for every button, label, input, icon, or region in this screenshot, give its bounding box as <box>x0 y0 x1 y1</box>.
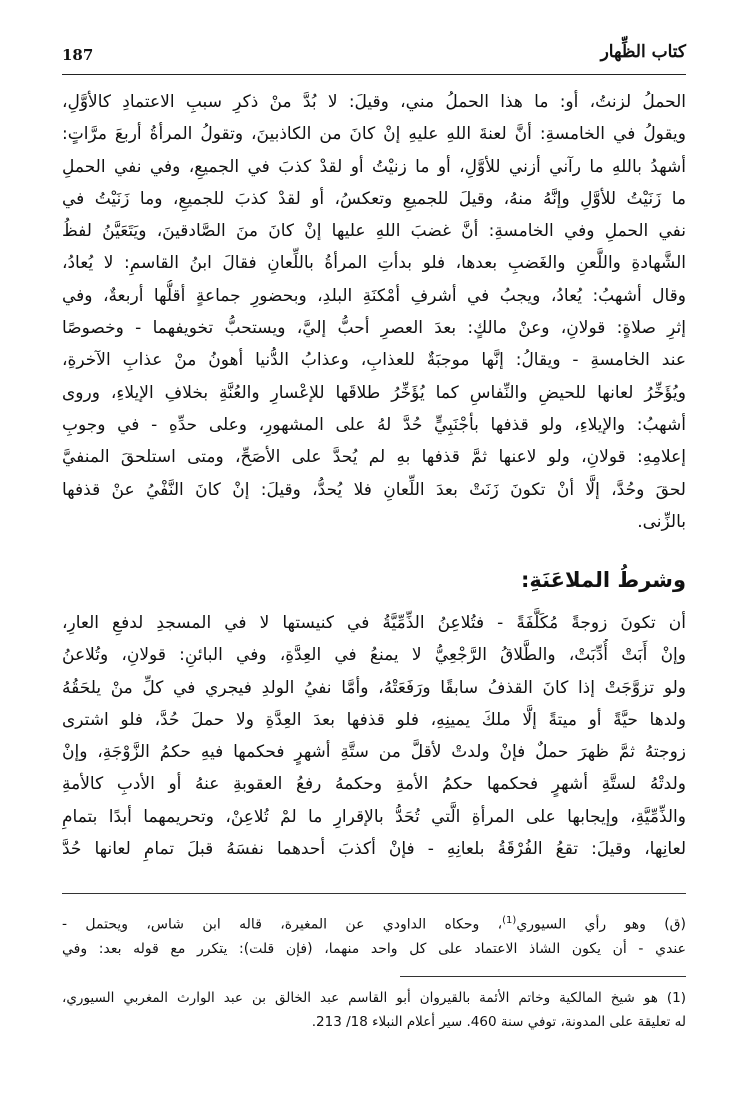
page-number: 187 <box>62 46 94 64</box>
main-paragraph-2 <box>62 607 686 865</box>
text-line: إعلامِهِ: قولانِ، ولو لاعنها ثمَّ قذفها بهِ لم يُحدَّ على الأصَحِّ، ومتى استلحقَ المنفيَّ <box>62 447 686 468</box>
text-line: لعانِها، وقيلَ: تقعُ الفُرْقَةُ بلعانِهِ - فإنْ أكذبَ أحدهما نفسَهُ قبلَ تمامِ لعانها حُدَّ <box>62 839 686 860</box>
text-line: عند الخامسةِ - ويقالُ: إنَّها موجبَةٌ للعذابِ، وعذابُ الدُّنيا أهونُ منْ عذابِ الآخرةِ، <box>62 350 686 371</box>
header-rule <box>62 74 686 75</box>
footnote-line: (1) هو شيخ المالكية وخاتم الأئمة بالقيروان أبو القاسم عبد الخالق بن عبد الوارث المغربي السيوري، <box>62 990 686 1006</box>
commentary-block <box>62 907 686 963</box>
text-line: الشَّهادةِ واللَّعنِ والغَضبِ بعدها، فلو بدأتِ المرأةُ باللِّعانِ فقالَ ابنُ القاسمِ: لا يُعادُ، <box>62 253 686 274</box>
commentary-rule <box>62 893 686 894</box>
text-line: لحقَ وحُدَّ، إلَّا أنْ تكونَ زَنَتْ بعدَ اللِّعانِ فلا يُحدُّ، وقيلَ: إنْ كانَ النَّفْيُ عنْ قذفها <box>62 479 686 500</box>
text-line: ويقولُ في الخامسةِ: أنَّ لعنةَ اللهِ عليهِ إنْ كانَ من الكاذبينَ، وتقولُ المرأةُ أربعَ مرَّاتٍ: <box>62 124 686 145</box>
main-paragraph-1 <box>62 86 686 538</box>
commentary-text: (ق) وهو رأي السيوري <box>516 916 686 933</box>
commentary-line: عندي - أن يكون الشاذ الاعتماد على كل واحد منهما، (فإن قلت): يتكرر مع قوله بعد: وفي <box>62 941 686 957</box>
text-line: أشهبُ: والإيلاءِ، ولو قذفها بأجْنَبِيٍّ حُدَّ لهُ على المشهورِ، وعلى حدِّهِ - في وجوبِ <box>62 414 686 435</box>
text-line: ولدها حيَّةً أو ميتةً إلَّا ملكَ يمينِهِ، فلو قذفها بعدَ العِدَّةِ ولا حملَ حُدَّ، فلو اشترى <box>62 709 686 730</box>
footnote-block <box>62 986 686 1034</box>
text-line: بالزِّنى. <box>637 511 686 532</box>
text-line: والذِّمِّيَّةِ، وإيجابها على المرأةِ الَّتي تُحَدُّ بالإقرارِ ما لمْ تُلاعِنْ، وتحريمهما أبدًا بتمامِ <box>62 806 686 827</box>
text-line: أشهدُ باللهِ ما رآني أزني للأوَّلِ، أو ما زنيْتُ أو لقدْ كذبَ في الجميعِ، وفي نفي الحملِ <box>62 156 686 177</box>
text-line: نفي الحملِ وفي الخامسةِ: أنَّ غضبَ اللهِ عليها إنْ كانَ منَ الصَّادقينَ، ويَتَعَيَّنُ لفظُ <box>62 221 686 242</box>
text-line: زوجتهُ ثمَّ ظهرَ حملٌ فإنْ ولدتْ لأقلَّ من ستَّةِ أشهرٍ فحكمها فيهِ حكمُ الزَّوْجَةِ، وإنْ <box>62 742 686 763</box>
footnote-line: له تعليقة على المدونة، توفي سنة 460. سير أعلام النبلاء 18/ 213. <box>311 1014 686 1030</box>
text-line: الحملُ لزنتُ، أو: ما هذا الحملُ مني، وقيلَ: لا بُدَّ منْ ذكرِ سببِ الاعتمادِ كالأوَّلِ، <box>62 92 686 112</box>
section-heading: وشرطُ الملاعَنَةِ: <box>520 568 686 592</box>
text-line: أن تكونَ زوجةً مُكَلَّفَةً - فتُلاعِنُ الذِّمِّيَّةُ في كنيستها لا في المسجدِ لدفعِ العارِ، <box>62 613 686 633</box>
running-title: كتاب الظِّهار <box>600 42 686 62</box>
page-header <box>62 40 686 70</box>
text-line: ويُؤَخِّرُ لعانها للحيضِ والنِّفاسِ كما يُؤَخِّرُ طلاقَها للإعْسارِ والعُنَّةِ بخلافِ الإيلاءِ، وروى <box>62 382 686 403</box>
text-line: إثرِ صلاةٍ: قولانِ، وعنْ مالكٍ: بعدَ العصرِ أحبُّ إليَّ، ويستحبُّ تخويفهما - وخصوصًا <box>62 318 686 339</box>
footnote-rule <box>400 976 686 977</box>
text-line: ولدتْهُ لستَّةِ أشهرٍ فحكمها حكمُ الأمةِ وحكمهُ رفعُ العقوبةِ عنهُ أو الأدبِ كالأمةِ <box>62 774 686 795</box>
commentary-text: ، وحكاه الداودي عن المغيرة، قاله ابن شاس، ويحتمل - <box>62 916 503 933</box>
commentary-line <box>62 907 686 935</box>
text-line: وإنْ أَبَتْ أُدِّبَتْ، والطَّلاقُ الرَّجْعِيُّ لا يمنعُ في العِدَّةِ، وفي البائنِ: قولانِ، وتُلاعنُ <box>62 645 686 666</box>
footnote-marker: (1) <box>502 915 517 926</box>
text-line: ما زَنَيْتُ للأوَّلِ وإنَّهُ منهُ، وقيلَ للجميعِ وتعكسُ، أو لقدْ كذبَ للجميعِ، وما زَنَيْتُ في <box>62 188 686 209</box>
text-line: ولو تزوَّجَتْ إذا كانَ القذفُ سابقًا ورَفَعَتْهُ، وأمَّا نفيُ الولدِ فيجري في كلِّ منْ يلحَقُهُ <box>62 677 686 698</box>
text-line: وقال أشهبُ: يُعادُ، ويجبُ في أشرفِ أمْكنَةِ البلدِ، وبحضورِ جماعةٍ أقلُّها أربعةٌ، وفي <box>62 285 686 306</box>
